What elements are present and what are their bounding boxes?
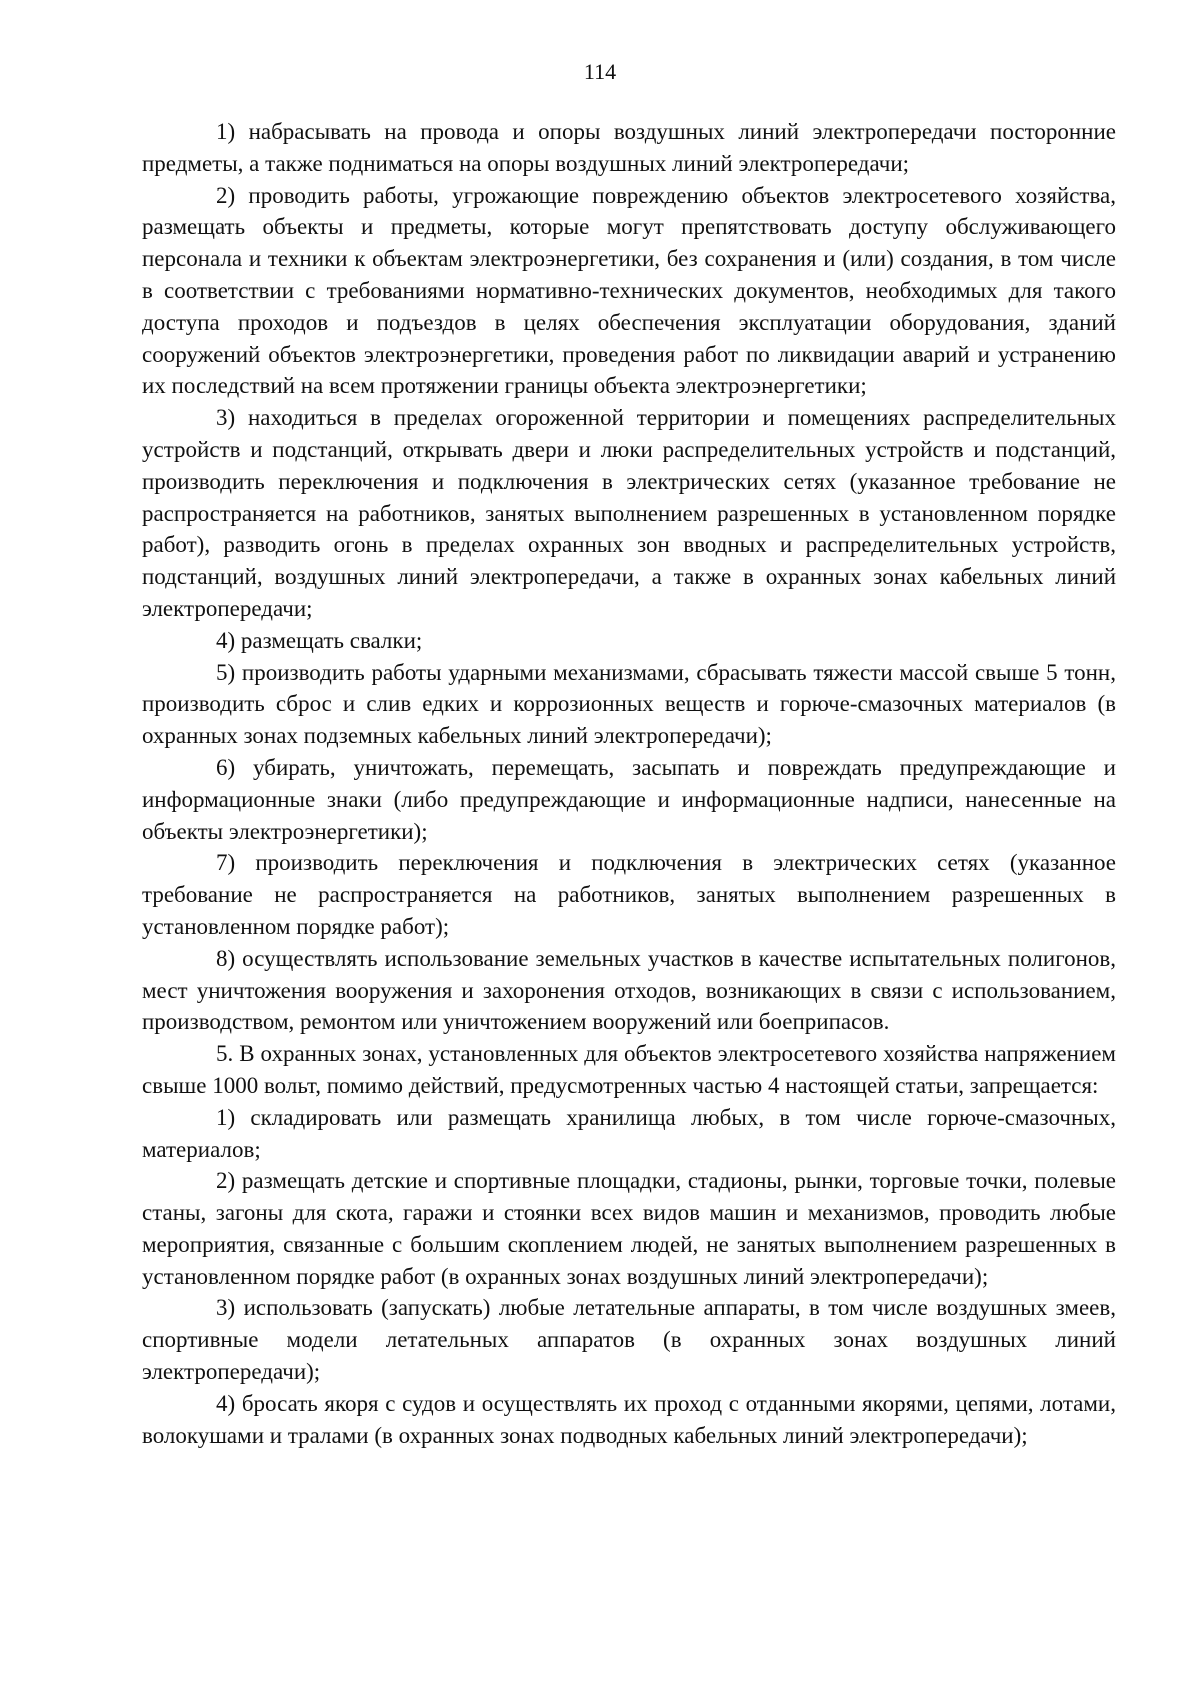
paragraph-6: 6) убирать, уничтожать, перемещать, засыпать и повреждать предупреждающие и информационные знаки (либо предупреждающие и информационные надписи, нанесенные на объекты электроэнергетики); [142, 754, 1116, 844]
paragraph-10: 1) складировать или размещать хранилища любых, в том числе горюче-смазочных, материалов; [142, 1104, 1116, 1162]
paragraph-12: 3) использовать (запускать) любые летательные аппараты, в том числе воздушных змеев, спортивные модели летательных аппаратов (в охранных зонах воздушных линий электропередачи); [142, 1295, 1116, 1385]
paragraph-11: 2) размещать детские и спортивные площадки, стадионы, рынки, торговые точки, полевые станы, загоны для скота, гаражи и стоянки всех видов машин и механизмов, проводить любые мероприятия, связанные с большим скоплением людей, не занятых выполнением разрешенных в установленном порядке работ (в охранных зонах воздушных линий электропередачи); [142, 1168, 1116, 1289]
paragraph-2: 2) проводить работы, угрожающие повреждению объектов электросетевого хозяйства, размещать объекты и предметы, которые могут препятствовать доступу обслуживающего персонала и техники к объектам электроэнергетики, без сохранения и (или) создания, в том числе в соответствии с требованиями нормативно-технических документов, необходимых для такого доступа проходов и подъездов в целях обеспечения эксплуатации оборудования, зданий сооружений объектов электроэнергетики, проведения работ по ликвидации аварий и устранению их последствий на всем протяжении границы объекта электроэнергетики; [142, 182, 1116, 399]
paragraph-3: 3) находиться в пределах огороженной территории и помещениях распределительных устройств и подстанций, открывать двери и люки распределительных устройств и подстанций, производить переключения и подключения в электрических сетях (указанное требование не распространяется на работников, занятых выполнением разрешенных в установленном порядке работ), разводить огонь в пределах охранных зон вводных и распределительных устройств, подстанций, воздушных линий электропередачи, а также в охранных зонах кабельных линий электропередачи; [142, 405, 1116, 621]
paragraph-9: 5. В охранных зонах, установленных для объектов электросетевого хозяйства напряжением свыше 1000 вольт, помимо действий, предусмотренных частью 4 настоящей статьи, запрещается: [142, 1041, 1116, 1098]
paragraph-8: 8) осуществлять использование земельных участков в качестве испытательных полигонов, мест уничтожения вооружения и захоронения отходов, возникающих в связи с использованием, производством, ремонтом или уничтожением вооружений или боеприпасов. [142, 945, 1116, 1035]
document-body [142, 116, 1116, 1451]
paragraph-13: 4) бросать якоря с судов и осуществлять их проход с отданными якорями, цепями, лотами, волокушами и тралами (в охранных зонах подводных кабельных линий электропередачи); [142, 1390, 1116, 1448]
paragraph-1: 1) набрасывать на провода и опоры воздушных линий электропередачи посторонние предметы, а также подниматься на опоры воздушных линий электропередачи; [142, 119, 1116, 176]
paragraph-7: 7) производить переключения и подключения в электрических сетях (указанное требование не распространяется на работников, занятых выполнением разрешенных в установленном порядке работ); [142, 850, 1116, 939]
paragraph-4: 4) размещать свалки; [216, 627, 423, 653]
page-number: 114 [583, 59, 617, 84]
paragraph-5: 5) производить работы ударными механизмами, сбрасывать тяжести массой свыше 5 тонн, производить сброс и слив едких и коррозионных веществ и горюче-смазочных материалов (в охранных зонах подземных кабельных линий электропередачи); [142, 659, 1116, 749]
